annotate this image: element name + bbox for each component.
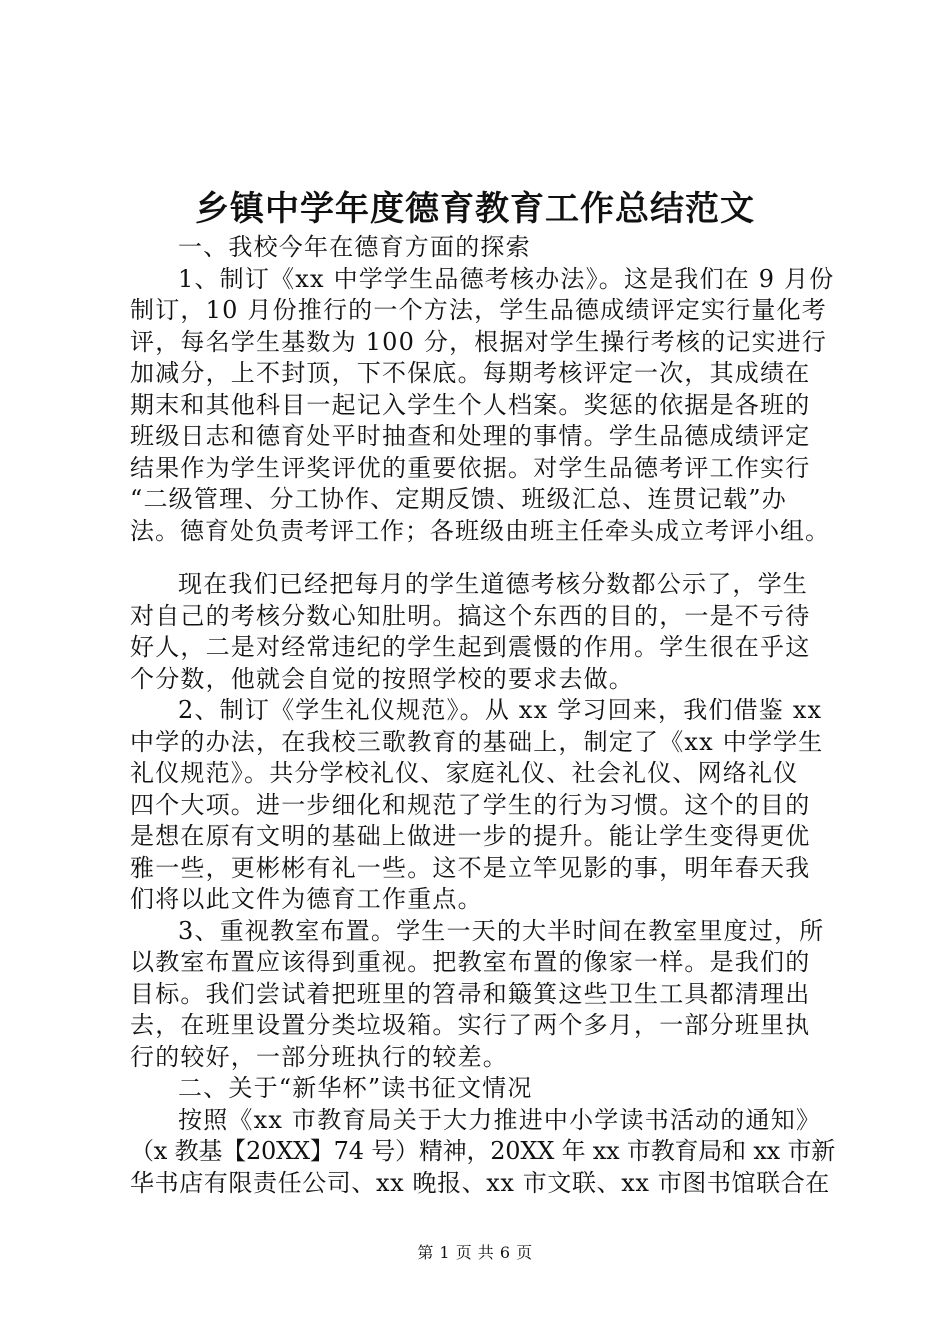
page-number-footer: 第 1 页 共 6 页 (417, 1243, 533, 1262)
paragraph-line: 中学的办法，在我校三歌教育的基础上，制定了《xx 中学学生 (130, 727, 824, 756)
paragraph-line: 个分数，他就会自觉的按照学校的要求去做。 (130, 664, 634, 693)
paragraph-line: 加减分，上不封顶，下不保底。每期考核评定一次，其成绩在 (130, 359, 811, 387)
paragraph-line: 按照《xx 市教育局关于大力推进中小学读书活动的通知》 (178, 1105, 822, 1134)
paragraph-line: “二级管理、分工协作、定期反馈、班级汇总、连贯记载”办 (130, 485, 787, 513)
paragraph-line: （x 教基【20XX】74 号）精神，20XX 年 xx 市教育局和 xx 市新 (130, 1137, 836, 1165)
paragraph-line: 1、制订《xx 中学学生品德考核办法》。这是我们在 9 月份 (178, 264, 835, 293)
paragraph-line: 3、重视教室布置。学生一天的大半时间在教室里度过，所 (178, 916, 825, 945)
document-body (130, 232, 835, 1199)
section-heading-1: 一、我校今年在德育方面的探索 (178, 233, 531, 261)
section-heading-2: 二、关于“新华杯”读书征文情况 (178, 1074, 533, 1102)
paragraph-line: 们将以此文件为德育工作重点。 (130, 885, 483, 913)
paragraph-line: 去，在班里设置分类垃圾箱。实行了两个多月，一部分班里执 (130, 1011, 811, 1039)
paragraph-line: 期末和其他科目一起记入学生个人档案。奖惩的依据是各班的 (130, 390, 811, 419)
paragraph-line: 以教室布置应该得到重视。把教室布置的像家一样。是我们的 (130, 948, 811, 976)
document-title: 乡镇中学年度德育教育工作总结范文 (195, 189, 755, 229)
paragraph-line: 行的较好，一部分班执行的较差。 (130, 1042, 508, 1071)
paragraph-line: 评，每名学生基数为 100 分，根据对学生操行考核的记实进行 (130, 327, 828, 356)
paragraph-line: 结果作为学生评奖评优的重要依据。对学生品德考评工作实行 (130, 453, 811, 482)
paragraph-line: 四个大项。进一步细化和规范了学生的行为习惯。这个的目的 (130, 790, 811, 819)
paragraph-line: 制订，10 月份推行的一个方法，学生品德成绩评定实行量化考 (130, 296, 827, 324)
paragraph-gap (130, 547, 835, 569)
paragraph-line: 礼仪规范》。共分学校礼仪、家庭礼仪、社会礼仪、网络礼仪 (130, 759, 799, 787)
paragraph-line: 好人，二是对经常违纪的学生起到震慑的作用。学生很在乎这 (130, 633, 811, 661)
paragraph-line: 雅一些，更彬彬有礼一些。这不是立竿见影的事，明年春天我 (130, 853, 811, 882)
paragraph-line: 对自己的考核分数心知肚明。搞这个东西的目的，一是不亏待 (130, 601, 811, 630)
paragraph-line: 2、制订《学生礼仪规范》。从 xx 学习回来，我们借鉴 xx (178, 696, 823, 724)
paragraph-line: 法。德育处负责考评工作；各班级由班主任牵头成立考评小组。 (130, 516, 830, 545)
paragraph-line: 班级日志和德育处平时抽查和处理的事情。学生品德成绩评定 (130, 422, 811, 450)
paragraph-line: 现在我们已经把每月的学生道德考核分数都公示了，学生 (178, 570, 808, 598)
paragraph-line: 目标。我们尝试着把班里的笤帚和簸箕这些卫生工具都清理出 (130, 979, 811, 1008)
paragraph-line: 是想在原有文明的基础上做进一步的提升。能让学生变得更优 (130, 822, 811, 850)
paragraph-line: 华书店有限责任公司、xx 晚报、xx 市文联、xx 市图书馆联合在 (130, 1168, 830, 1197)
